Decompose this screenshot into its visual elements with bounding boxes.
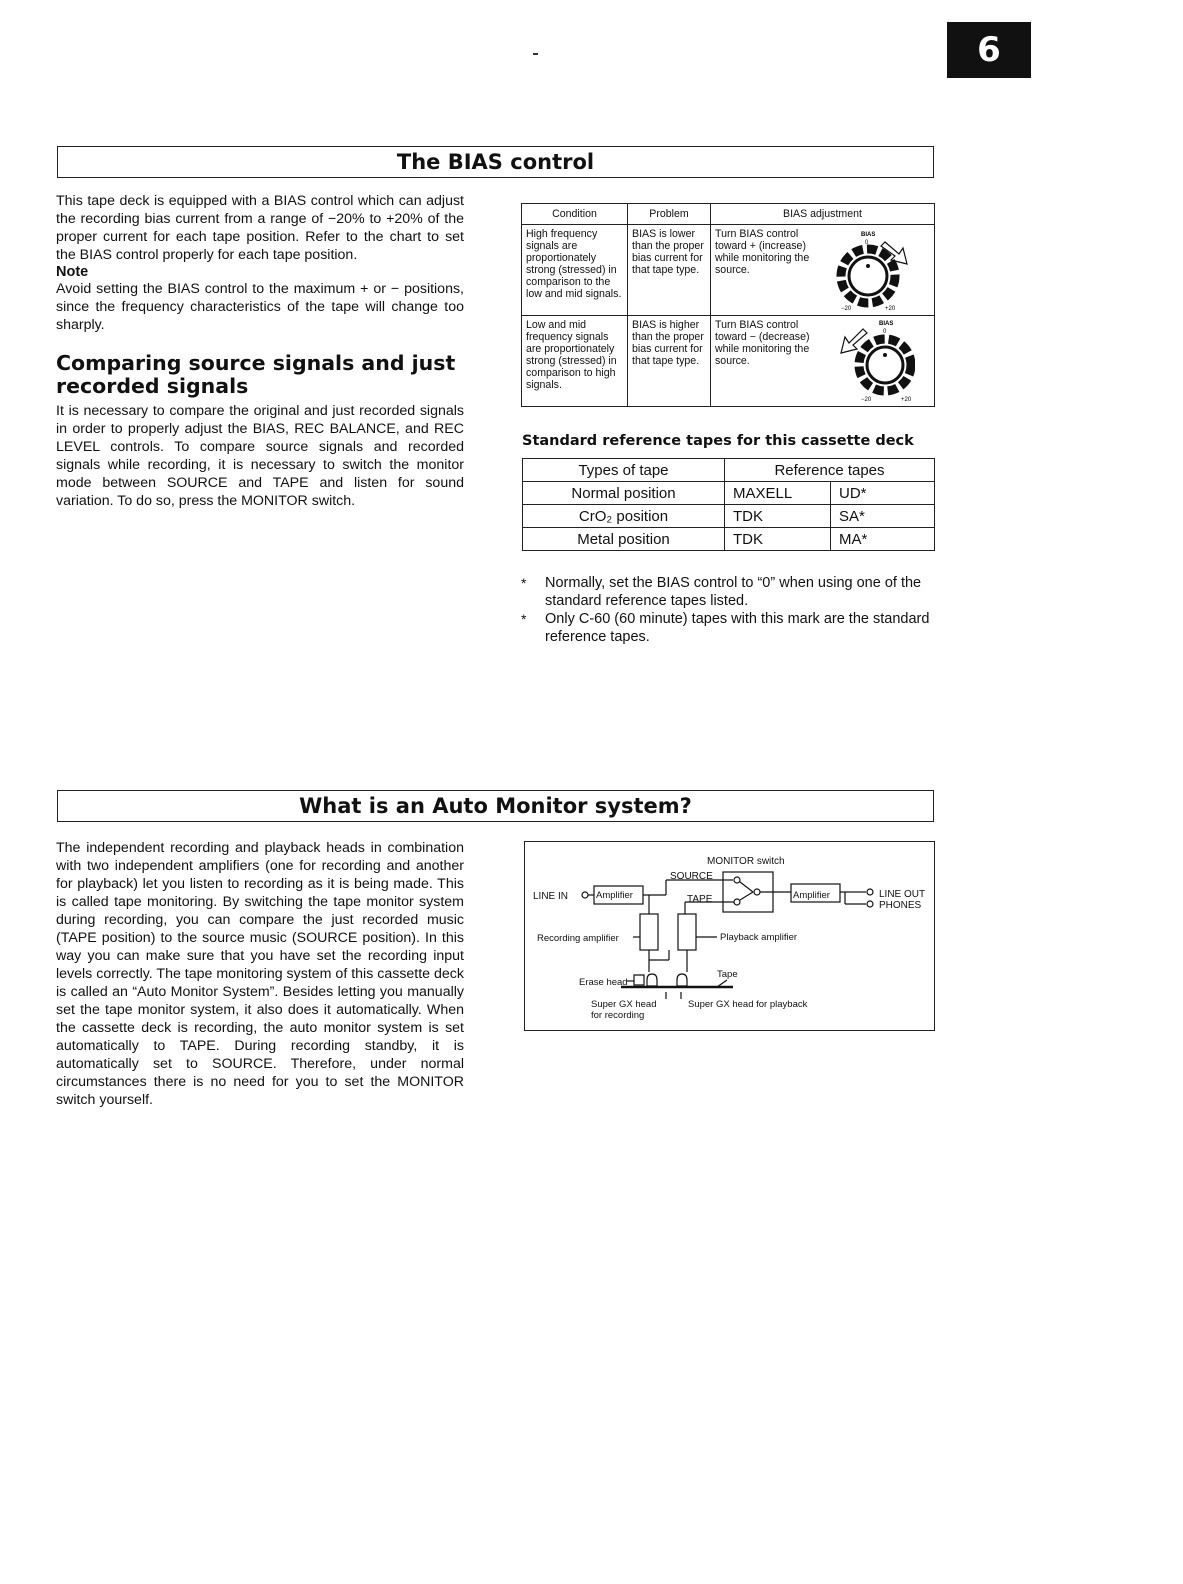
- col-reference-tapes: Reference tapes: [725, 459, 935, 482]
- knob-zero: 0: [865, 240, 869, 246]
- reference-tapes-table: [522, 458, 935, 551]
- auto-monitor-text: The independent recording and playback heads in combination with two independent amplifiers (one for recording and another for playback) let you listen to recording as it is being made. This is called tape monitoring. By switching the tape monitor system during recording, you can compare the just recorded music (TAPE position) to the source music (SOURCE position). In this way you can make sure that you have set the recording input levels correctly. The tape monitoring system of this cassette deck is called an “Auto Monitor System”. Besides letting you manually set the tape monitor system, it also does it automatically. When the cassette deck is recording, the auto monitor system is set automatically to TAPE. During recording standby, it is automatically set to SOURCE. Therefore, under normal circumstances there is no need for you to set the MONITOR switch yourself.: [56, 840, 464, 1108]
- list-item: [521, 574, 936, 610]
- col-types-of-tape: Types of tape: [523, 459, 725, 482]
- tape-label: Tape: [717, 969, 738, 980]
- block-diagram-svg: [525, 842, 933, 1029]
- monitor-switch-label: MONITOR switch: [707, 856, 785, 867]
- tape-position-label: TAPE: [687, 894, 713, 905]
- note-text: Avoid setting the BIAS control to the maximum + or − positions, since the frequency characteristics of the tape will change too sharply.: [56, 281, 464, 333]
- erase-head-label: Erase head: [579, 977, 628, 988]
- problem-cell: BIAS is higher than the proper bias current for that tape type.: [628, 316, 711, 407]
- adjustment-text: Turn BIAS control toward − (decrease) while monitoring the source.: [715, 319, 810, 367]
- note-text: Only C-60 (60 minute) tapes with this mark are the standard reference tapes.: [545, 611, 930, 645]
- tape-model: UD*: [831, 482, 935, 505]
- knob-zero: 0: [883, 329, 887, 335]
- col-problem: Problem: [628, 204, 711, 225]
- stray-mark: [533, 53, 538, 55]
- source-label: SOURCE: [670, 871, 713, 882]
- knob-max: +20: [885, 306, 896, 312]
- line-in-label: LINE IN: [533, 891, 569, 902]
- tape-model: SA*: [831, 505, 935, 528]
- condition-cell: Low and mid frequency signals are proportionately strong (stressed) in comparison to high signals.: [522, 316, 628, 407]
- table-row: [522, 316, 935, 407]
- page-number-badge: 6: [947, 22, 1031, 78]
- bias-table-header: [522, 204, 935, 225]
- auto-monitor-title-text: What is an Auto Monitor system?: [299, 794, 692, 818]
- col-adjustment: BIAS adjustment: [711, 204, 935, 225]
- tape-maker: MAXELL: [725, 482, 831, 505]
- tape-maker: TDK: [725, 528, 831, 551]
- table-row: [523, 505, 935, 528]
- tape-type: Normal position: [523, 482, 725, 505]
- list-item: [521, 610, 936, 646]
- tape-type: Metal position: [523, 528, 725, 551]
- bias-knob-decrease-icon: [827, 319, 915, 403]
- asterisk-mark: *: [521, 575, 527, 591]
- playback-amp-label: Playback amplifier: [720, 932, 798, 943]
- knob-label: BIAS: [861, 232, 876, 238]
- adjustment-cell: [711, 316, 935, 407]
- play-head-label: Super GX head for playback: [688, 999, 808, 1010]
- tape-model: MA*: [831, 528, 935, 551]
- table-row: [523, 528, 935, 551]
- adjustment-cell: [711, 225, 935, 316]
- note-label: Note: [56, 264, 89, 280]
- out-amp-box-label: Amplifier: [793, 890, 830, 901]
- rec-head-label: Super GX head: [591, 999, 657, 1010]
- table-row: [523, 482, 935, 505]
- bias-left-column: [56, 192, 464, 510]
- phones-label: PHONES: [879, 900, 922, 911]
- knob-min: −20: [841, 306, 852, 312]
- line-out-label: LINE OUT: [879, 889, 926, 900]
- tape-maker: TDK: [725, 505, 831, 528]
- compare-heading: Comparing source signals and just recorded signals: [56, 351, 456, 398]
- reference-tapes-title: Standard reference tapes for this cassette deck: [522, 433, 914, 449]
- knob-max: +20: [901, 397, 912, 403]
- tape-type: CrO₂ position: [523, 505, 725, 528]
- recording-amp-label: Recording amplifier: [537, 933, 619, 944]
- bias-knob-increase-icon: [827, 228, 915, 312]
- col-condition: Condition: [522, 204, 628, 225]
- rec-amp-box-label: Amplifier: [596, 890, 633, 901]
- bias-table: [521, 203, 935, 407]
- bias-intro: This tape deck is equipped with a BIAS control which can adjust the recording bias current from a range of −20% to +20% of the proper current for each tape position. Refer to the chart to set the BIAS control properly for each tape position.: [56, 193, 464, 263]
- condition-cell: High frequency signals are proportionately strong (stressed) in comparison to the low and mid signals.: [522, 225, 628, 316]
- knob-min: −20: [861, 397, 872, 403]
- table-row: [522, 225, 935, 316]
- monitor-block-diagram: [524, 841, 935, 1031]
- rec-head-sub-label: for recording: [591, 1010, 645, 1021]
- auto-monitor-section-title: [57, 790, 934, 822]
- asterisk-mark: *: [521, 611, 527, 627]
- note-text: Normally, set the BIAS control to “0” when using one of the standard reference tapes listed.: [545, 575, 922, 609]
- bias-title-text: The BIAS control: [396, 150, 595, 174]
- compare-text: It is necessary to compare the original and just recorded signals in order to properly adjust the BIAS, REC BALANCE, and REC LEVEL controls. To compare source signals and recorded signals while recording, it is necessary to switch the monitor mode between SOURCE and TAPE and listen for sound variation. To do so, press the MONITOR switch.: [56, 403, 464, 509]
- problem-cell: BIAS is lower than the proper bias current for that tape type.: [628, 225, 711, 316]
- adjustment-text: Turn BIAS control toward + (increase) while monitoring the source.: [715, 228, 810, 276]
- reference-notes: [521, 574, 936, 646]
- table-row: [523, 459, 935, 482]
- bias-section-title: [57, 146, 934, 178]
- knob-label: BIAS: [879, 321, 894, 327]
